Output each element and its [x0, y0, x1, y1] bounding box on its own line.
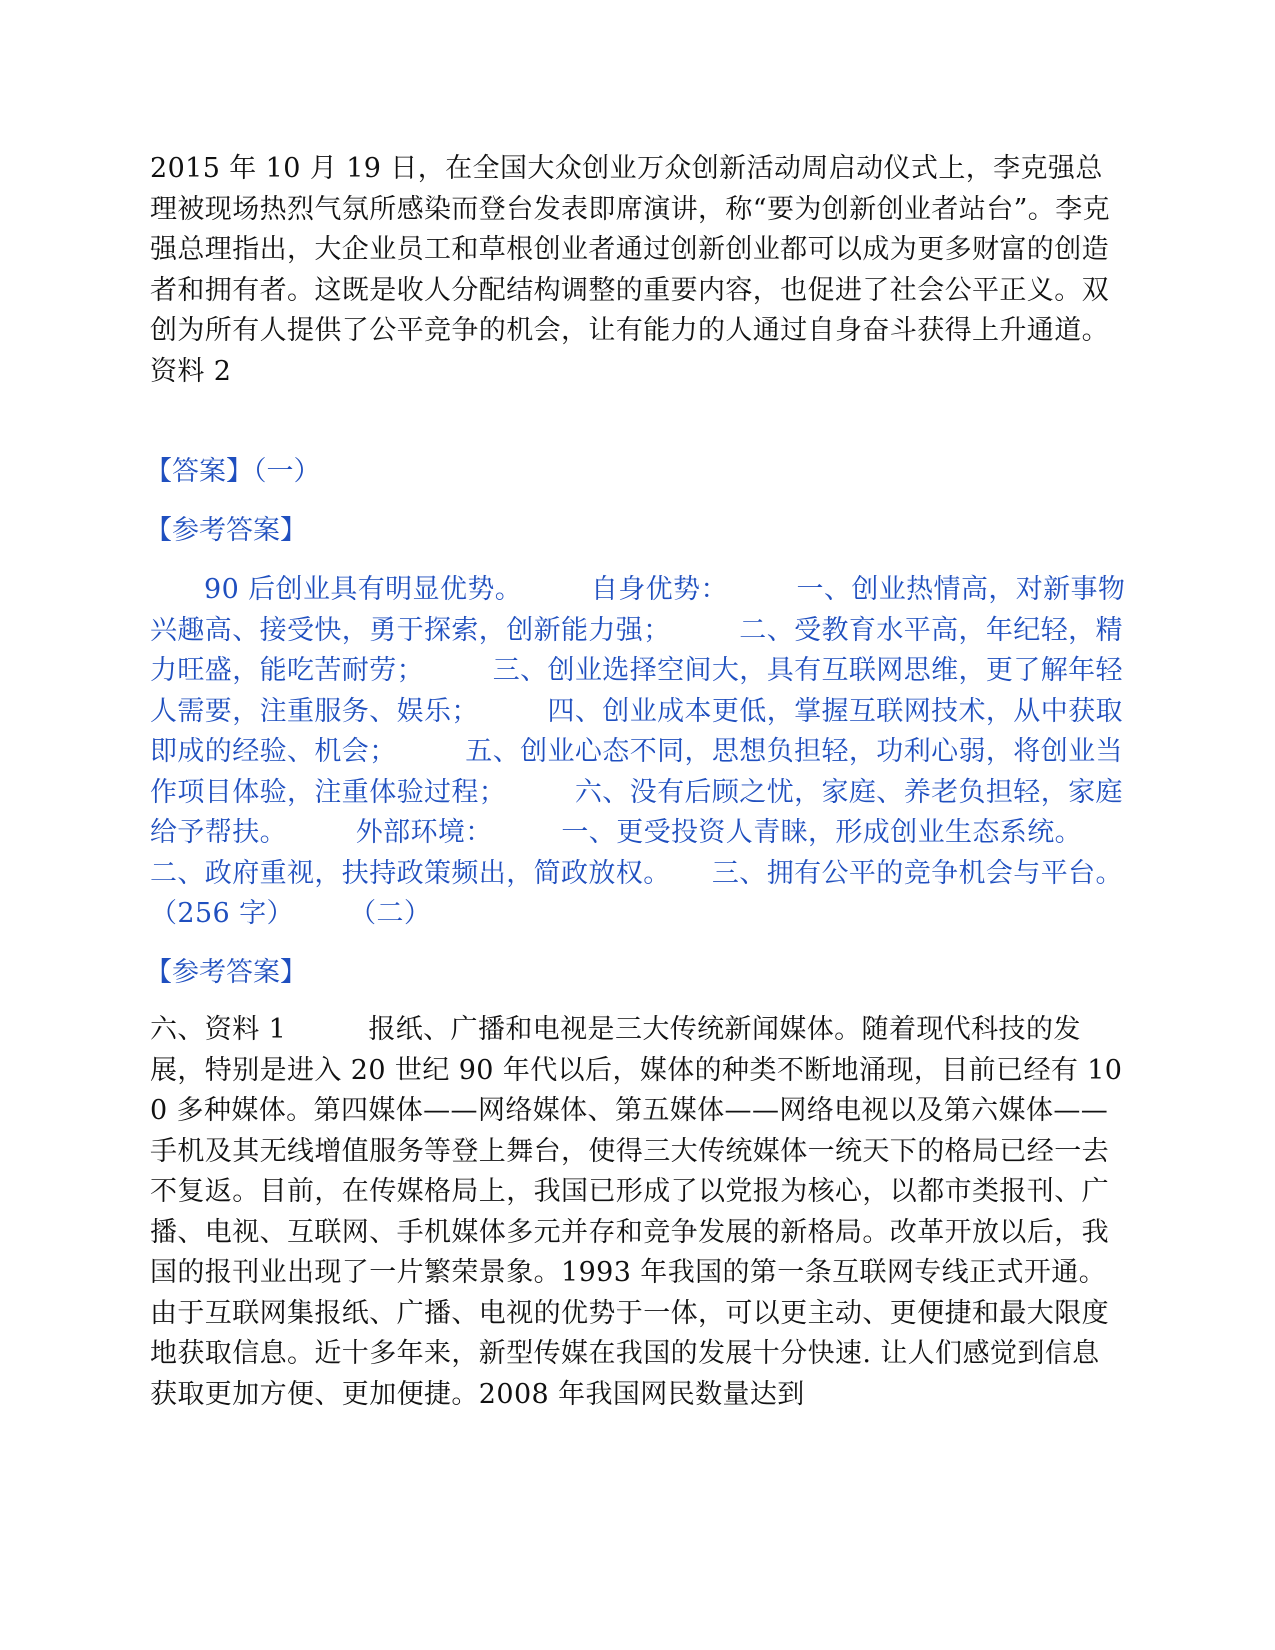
- reference-answer-paragraph: 90 后创业具有明显优势。 自身优势： 一、创业热情高，对新事物兴趣高、接受快，勇于探索，创新能力强； 二、受教育水平高，年纪轻，精力旺盛，能吃苦耐劳； 三、创业选择空间大，具有互联网思维，更了解年轻人需要，注重服务、娱乐； 四、创业成本更低，掌握互联网技术，从中获取即成的经验、机会； 五、创业心态不同，思想负担轻，功利心弱，将创业当作项目体验，注重体验过程； 六、没有后顾之忧，家庭、养老负担轻，家庭给予帮扶。 外部环境： 一、更受投资人青睐，形成创业生态系统。 二、政府重视，扶持政策频出，简政放权。 三、拥有公平的竞争机会与平台。（256 字） （二）: [150, 574, 1151, 929]
- reference-answer-paragraph-2: 六、资料 1 报纸、广播和电视是三大传统新闻媒体。随着现代科技的发展，特别是进入 20 世纪 90 年代以后，媒体的种类不断地涌现，目前已经有 100 多种媒体。第四媒体——网络媒体、第五媒体——网络电视以及第六媒体——手机及其无线增值服务等登上舞台，使得三大传统媒体一统天下的格局已经一去不复返。目前，在传媒格局上，我国已形成了以党报为核心，以都市类报刊、广播、电视、互联网、手机媒体多元并存和竞争发展的新格局。改革开放以后，我国的报刊业出现了一片繁荣景象。1993 年我国的第一条互联网专线正式开通。由于互联网集报纸、广播、电视的优势于一体，可以更主动、更便捷和最大限度地获取信息。近十多年来，新型传媒在我国的发展十分快速. 让人们感觉到信息获取更加方便、更加便捷。2008 年我国网民数量达到: [150, 1014, 1123, 1410]
- reference-answer-heading: 【参考答案】: [145, 515, 307, 546]
- answer-heading: 【答案】（一）: [145, 456, 321, 487]
- reference-answer-heading-2: 【参考答案】: [145, 957, 307, 988]
- material-paragraph: 2015 年 10 月 19 日，在全国大众创业万众创新活动周启动仪式上，李克强总理被现场热烈气氛所感染而登台发表即席演讲，称“要为创新创业者站台”。李克强总理指出，大企业员工和草根创业者通过创新创业都可以成为更多财富的创造者和拥有者。这既是收人分配结构调整的重要内容，也促进了社会公平正义。双创为所有人提供了公平竞争的机会，让有能力的人通过自身奋斗获得上升通道。 资料 2: [150, 153, 1178, 387]
